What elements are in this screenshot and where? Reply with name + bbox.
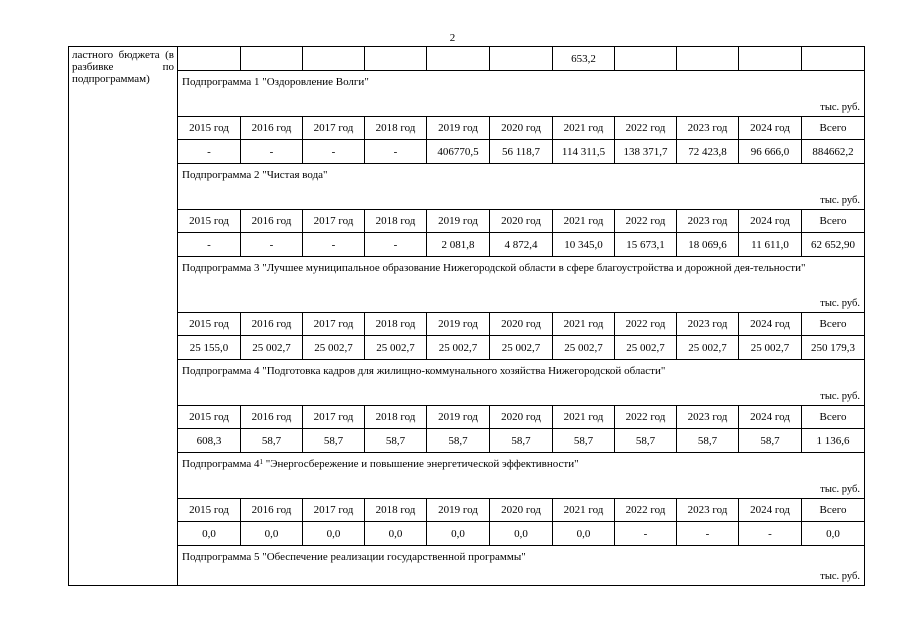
total-cell: 1 136,6 [802, 429, 865, 453]
subprogram-4-1-title-cell [178, 453, 865, 499]
year-header: 2023 год [677, 210, 739, 233]
value-cell: 138 371,7 [615, 140, 677, 164]
year-header: 2021 год [553, 313, 615, 336]
value-cell: 0,0 [427, 522, 490, 546]
subprogram-4-1-title [182, 453, 860, 472]
year-header: 2021 год [553, 210, 615, 233]
subprogram-3-title-cell [178, 257, 865, 313]
year-header: 2021 год [553, 117, 615, 140]
value-cell: 58,7 [553, 429, 615, 453]
subprogram-3-title-row [69, 257, 865, 313]
year-header-row [69, 210, 865, 233]
year-header: 2016 год [241, 117, 303, 140]
subprogram-2-values-row [69, 233, 865, 257]
total-cell: 62 652,90 [802, 233, 865, 257]
subprogram-4-title-cell [178, 360, 865, 406]
value-cell: 0,0 [241, 522, 303, 546]
value-cell: 58,7 [241, 429, 303, 453]
value-cell: 18 069,6 [677, 233, 739, 257]
value-cell: 15 673,1 [615, 233, 677, 257]
funding-table [68, 46, 865, 586]
value-cell: 58,7 [365, 429, 427, 453]
year-header: 2016 год [241, 406, 303, 429]
subprogram-5-title-cell [178, 546, 865, 586]
year-header: 2015 год [178, 313, 241, 336]
year-header: 2018 год [365, 406, 427, 429]
top-value-row [69, 47, 865, 71]
year-header: 2023 год [677, 499, 739, 522]
value-cell: 58,7 [303, 429, 365, 453]
year-header: 2022 год [615, 406, 677, 429]
year-header: 2015 год [178, 406, 241, 429]
value-cell: - [739, 522, 802, 546]
year-header: 2016 год [241, 313, 303, 336]
value-cell: 58,7 [677, 429, 739, 453]
top-cell [677, 47, 739, 71]
top-cell [303, 47, 365, 71]
year-header: 2016 год [241, 210, 303, 233]
year-header: 2023 год [677, 313, 739, 336]
year-header: 2022 год [615, 117, 677, 140]
year-header: 2020 год [490, 210, 553, 233]
top-cell [739, 47, 802, 71]
total-header: Всего [802, 313, 865, 336]
subprogram-4-1-values-row [69, 522, 865, 546]
value-cell: 0,0 [490, 522, 553, 546]
value-cell: 58,7 [615, 429, 677, 453]
year-header: 2018 год [365, 313, 427, 336]
subprogram-1-title-cell [178, 71, 865, 117]
year-header: 2018 год [365, 117, 427, 140]
value-cell: 96 666,0 [739, 140, 802, 164]
total-header: Всего [802, 406, 865, 429]
total-cell: 0,0 [802, 522, 865, 546]
subprogram-5-title: Подпрограмма 5 "Обеспечение реализации государственной программы" [182, 551, 526, 563]
value-cell: 25 002,7 [615, 336, 677, 360]
total-cell: 884662,2 [802, 140, 865, 164]
title-prefix: Подпрограмма 4 [182, 458, 260, 470]
value-cell: - [303, 140, 365, 164]
left-label: ластного бюджета (в разбивке по подпрограммам) [72, 49, 174, 85]
year-header: 2021 год [553, 406, 615, 429]
unit-label: тыс. руб. [820, 195, 860, 206]
top-cell [241, 47, 303, 71]
top-cell [178, 47, 241, 71]
total-cell: 250 179,3 [802, 336, 865, 360]
year-header-row [69, 406, 865, 429]
top-cell: 653,2 [553, 47, 615, 71]
year-header: 2015 год [178, 117, 241, 140]
subprogram-5-title-row [69, 546, 865, 586]
top-cell [615, 47, 677, 71]
subprogram-1-title: Подпрограмма 1 "Оздоровление Волги" [182, 76, 369, 88]
value-cell: 58,7 [739, 429, 802, 453]
value-cell: 0,0 [553, 522, 615, 546]
title-superscript: 1 [259, 458, 263, 466]
value-cell: - [241, 233, 303, 257]
total-header: Всего [802, 210, 865, 233]
year-header: 2017 год [303, 499, 365, 522]
year-header-row [69, 117, 865, 140]
value-cell: 72 423,8 [677, 140, 739, 164]
year-header: 2021 год [553, 499, 615, 522]
year-header: 2018 год [365, 210, 427, 233]
top-cell [490, 47, 553, 71]
value-cell: 0,0 [303, 522, 365, 546]
year-header: 2019 год [427, 210, 490, 233]
left-label-cell [69, 47, 178, 586]
year-header: 2017 год [303, 210, 365, 233]
year-header: 2017 год [303, 406, 365, 429]
year-header: 2020 год [490, 313, 553, 336]
value-cell: 25 002,7 [241, 336, 303, 360]
value-cell: 2 081,8 [427, 233, 490, 257]
total-header: Всего [802, 499, 865, 522]
value-cell: 11 611,0 [739, 233, 802, 257]
year-header: 2019 год [427, 499, 490, 522]
value-cell: 25 002,7 [677, 336, 739, 360]
year-header-row [69, 313, 865, 336]
value-cell: - [365, 140, 427, 164]
top-cell [802, 47, 865, 71]
value-cell: 25 002,7 [427, 336, 490, 360]
year-header: 2024 год [739, 406, 802, 429]
value-cell: 0,0 [178, 522, 241, 546]
unit-label: тыс. руб. [820, 298, 860, 309]
year-header: 2023 год [677, 406, 739, 429]
top-cell [427, 47, 490, 71]
year-header: 2024 год [739, 313, 802, 336]
unit-label: тыс. руб. [820, 391, 860, 402]
value-cell: - [615, 522, 677, 546]
value-cell: 25 002,7 [303, 336, 365, 360]
year-header: 2024 год [739, 117, 802, 140]
value-cell: 4 872,4 [490, 233, 553, 257]
year-header: 2022 год [615, 313, 677, 336]
year-header: 2019 год [427, 117, 490, 140]
year-header: 2024 год [739, 210, 802, 233]
year-header: 2022 год [615, 499, 677, 522]
subprogram-2-title-row [69, 164, 865, 210]
subprogram-3-title: Подпрограмма 3 "Лучшее муниципальное образование Нижегородской области в сфере благоустройства и дорожной дея-тельности" [182, 262, 806, 274]
year-header: 2020 год [490, 406, 553, 429]
year-header: 2019 год [427, 313, 490, 336]
value-cell: 25 002,7 [739, 336, 802, 360]
value-cell: 608,3 [178, 429, 241, 453]
page-number: 2 [449, 32, 456, 44]
value-cell: 10 345,0 [553, 233, 615, 257]
unit-label: тыс. руб. [820, 484, 860, 495]
year-header: 2022 год [615, 210, 677, 233]
value-cell: - [241, 140, 303, 164]
subprogram-2-title: Подпрограмма 2 "Чистая вода" [182, 169, 328, 181]
subprogram-4-values-row [69, 429, 865, 453]
value-cell: 25 155,0 [178, 336, 241, 360]
unit-label: тыс. руб. [820, 102, 860, 113]
value-cell: 25 002,7 [490, 336, 553, 360]
value-cell: 25 002,7 [365, 336, 427, 360]
year-header: 2015 год [178, 499, 241, 522]
value-cell: 58,7 [490, 429, 553, 453]
value-cell: - [178, 140, 241, 164]
value-cell: 114 311,5 [553, 140, 615, 164]
total-header: Всего [802, 117, 865, 140]
subprogram-1-values-row [69, 140, 865, 164]
top-cell [365, 47, 427, 71]
year-header: 2020 год [490, 499, 553, 522]
value-cell: 25 002,7 [553, 336, 615, 360]
year-header: 2020 год [490, 117, 553, 140]
value-cell: - [303, 233, 365, 257]
subprogram-4-1-title-row [69, 453, 865, 499]
year-header: 2017 год [303, 117, 365, 140]
subprogram-4-title-row [69, 360, 865, 406]
year-header: 2023 год [677, 117, 739, 140]
title-suffix: "Энергосбережение и повышение энергетической эффективности" [262, 458, 579, 470]
subprogram-3-values-row [69, 336, 865, 360]
value-cell: 56 118,7 [490, 140, 553, 164]
year-header: 2017 год [303, 313, 365, 336]
value-cell: 58,7 [427, 429, 490, 453]
subprogram-4-title: Подпрограмма 4 "Подготовка кадров для жилищно-коммунального хозяйства Нижегородской области" [182, 365, 666, 377]
unit-label: тыс. руб. [820, 571, 860, 582]
year-header: 2015 год [178, 210, 241, 233]
year-header: 2019 год [427, 406, 490, 429]
value-cell: - [677, 522, 739, 546]
year-header-row [69, 499, 865, 522]
value-cell: 0,0 [365, 522, 427, 546]
value-cell: - [178, 233, 241, 257]
subprogram-1-title-row [69, 71, 865, 117]
table-body [69, 47, 865, 586]
value-cell: - [365, 233, 427, 257]
year-header: 2024 год [739, 499, 802, 522]
year-header: 2016 год [241, 499, 303, 522]
year-header: 2018 год [365, 499, 427, 522]
subprogram-2-title-cell [178, 164, 865, 210]
value-cell: 406770,5 [427, 140, 490, 164]
